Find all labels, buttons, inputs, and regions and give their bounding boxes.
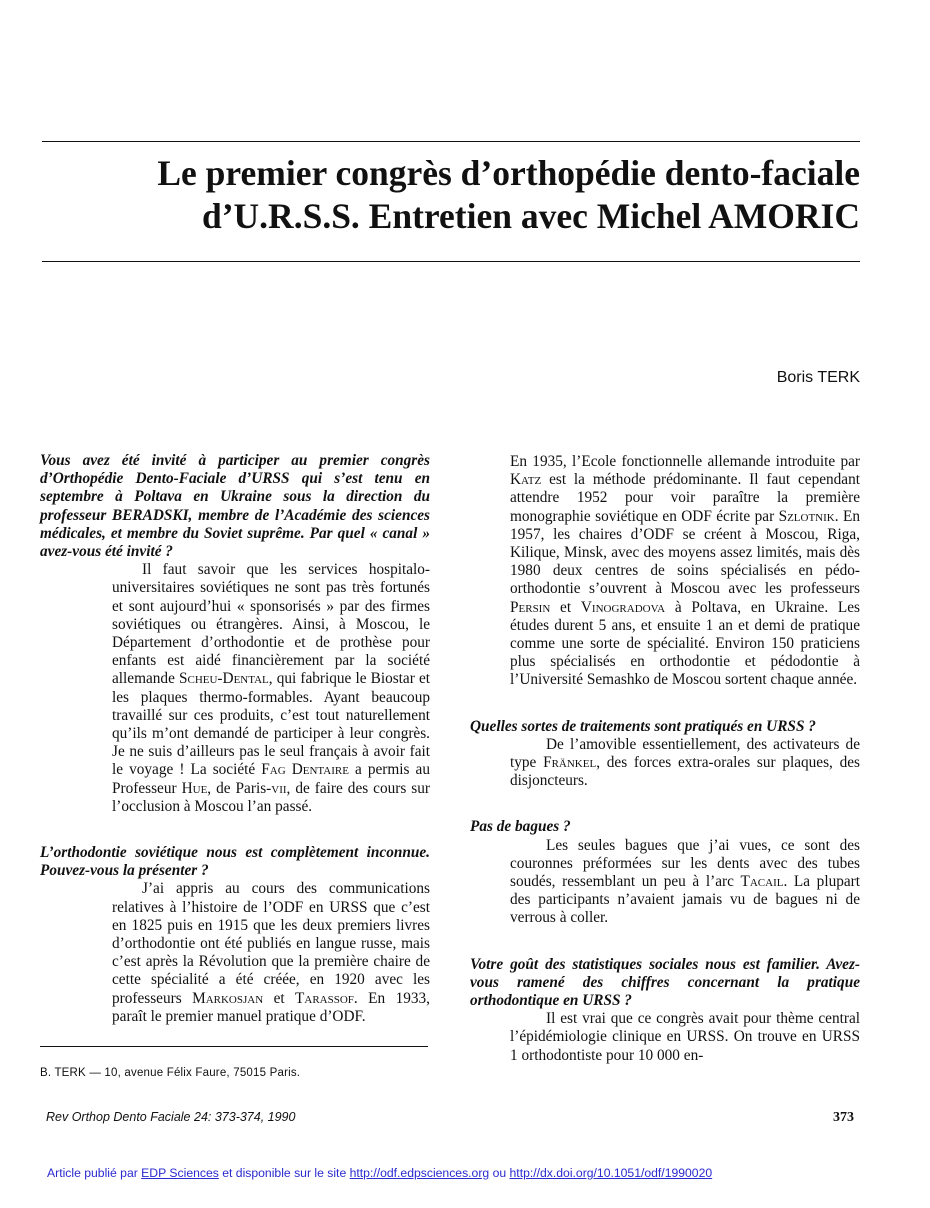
footnote-rule (40, 1046, 428, 1047)
left-column (40, 452, 430, 1026)
doi-link[interactable]: http://dx.doi.org/10.1051/odf/1990020 (509, 1166, 713, 1180)
question-1: Vous avez été invité à participer au premier congrès d’Orthopédie Dento-Faciale d’URSS qui s’est tenu en septembre à Poltava en Ukraine sous la direction du professeur BERADSKI, membre de l’Académie des sciences médicales, et membre du Soviet suprême. Par quel « canal » avez-vous été invité ? (40, 452, 430, 561)
answer-1: Il faut savoir que les services hospitalo-universitaires soviétiques ne sont pas très fortunés et sont aujourd’hui « sponsorisés » par des firmes soviétiques ou étrangères. Ainsi, à Moscou, le Département d’orthodontie et de prothèse pour enfants est aidé financièrement par la société allemande Scheu-Dental, qui fabrique le Biostar et les plaques thermo-formables. Ayant beaucoup travaillé sur ces produits, c’est tout naturellement qu’ils m’ont demandé de participer à leur congrès. Je ne suis d’ailleurs pas le seul français à avoir fait le voyage ! La société Fag Dentaire a permis au Professeur Hue, de Paris-vii, de faire des cours sur l’occlusion à Moscou l’an passé. (112, 561, 431, 815)
question-4: Pas de bagues ? (470, 818, 571, 836)
publisher-banner: Article publié par EDP Sciences et disponible sur le site http://odf.edpsciences.org ou http://dx.doi.org/10.1051/odf/1990020 (47, 1166, 713, 1180)
right-column (470, 453, 860, 1065)
answer-4: Les seules bagues que j’ai vues, ce sont des couronnes préformées sur les dents avec des tubes soudés, ressemblant un peu à l’arc Tacail. La plupart des participants n’avaient jamais vu de bagues ni de verrous à coller. (510, 836, 860, 927)
answer-2: J’ai appris au cours des communications relatives à l’histoire de l’ODF en URSS que c’est en 1825 puis en 1915 que les deux premiers livres d’orthodontie ont été publiés en langue russe, mais c’est après la Révolution que la première chaire de cette spécialité a été créée, en 1920 avec les professeurs Markosjan et Tarassof. En 1933, paraît le premier manuel pratique d’ODF. (112, 880, 430, 1025)
author-address-footnote: B. TERK — 10, avenue Félix Faure, 75015 Paris. (40, 1067, 301, 1079)
title-line-2: d’U.R.S.S. Entretien avec Michel AMORIC (201, 196, 860, 236)
site-link[interactable]: http://odf.edpsciences.org (349, 1166, 490, 1180)
page-number: 373 (833, 1110, 854, 1125)
answer-3: De l’amovible essentiellement, des activateurs de type Fränkel, des forces extra-orales sur plaques, des disjoncteurs. (510, 735, 860, 790)
journal-citation: Rev Orthop Dento Faciale 24: 373-374, 1990 (46, 1110, 296, 1124)
title-bottom-rule (42, 261, 860, 262)
article-title (80, 152, 860, 238)
question-5: Votre goût des statistiques sociales nous est familier. Avez-vous ramené des chiffres concernant la pratique orthodontique en URSS ? (470, 955, 860, 1010)
question-3: Quelles sortes de traitements sont pratiqués en URSS ? (470, 717, 816, 735)
answer-2-continued: En 1935, l’Ecole fonctionnelle allemande introduite par Katz est la méthode prédominante. Il faut cependant attendre 1952 pour voir paraître la première monographie soviétique en ODF écrite par Szlotnik. En 1957, les chaires d’ODF se créent à Moscou, Riga, Kilique, Minsk, avec des moyens assez limités, mais dès 1980 deux centres de soins spécialisés en pédo-orthodontie s’ouvrent à Moscou avec les professeurs Persin et Vinogradova à Poltava, en Ukraine. Les études durent 5 ans, et ensuite 1 an et demi de pratique comme une sorte de spécialité. Environ 150 praticiens plus spécialisés en orthodontie et pédodontie à l’Université Semashko de Moscou sortent chaque année. (510, 453, 860, 689)
author-name: Boris TERK (776, 369, 860, 386)
publisher-link[interactable]: EDP Sciences (141, 1166, 219, 1180)
question-2: L’orthodontie soviétique nous est complètement inconnue. Pouvez-vous la présenter ? (40, 844, 430, 880)
title-line-1: Le premier congrès d’orthopédie dento-faciale (157, 153, 860, 193)
top-rule (42, 141, 860, 142)
answer-5: Il est vrai que ce congrès avait pour thème central l’épidémiologie clinique en URSS. On trouve en URSS 1 orthodontiste pour 10 000 en- (510, 1010, 860, 1064)
